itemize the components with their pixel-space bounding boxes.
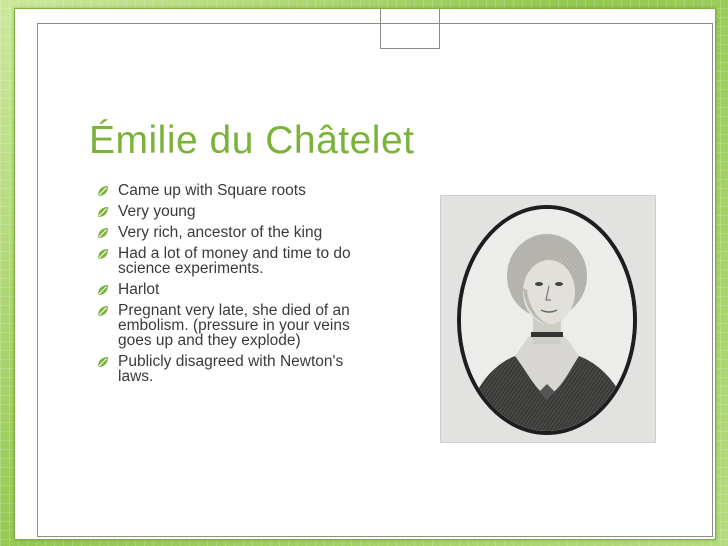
bullet-text: Very rich, ancestor of the king	[118, 224, 323, 241]
bullet-text: Harlot	[118, 281, 160, 298]
bullet-list	[96, 183, 356, 390]
bullet-text: Very young	[118, 203, 196, 220]
list-item	[96, 354, 356, 384]
slide-title: Émilie du Châtelet	[89, 119, 415, 162]
leaf-bullet-icon	[96, 205, 110, 219]
leaf-bullet-icon	[96, 247, 110, 261]
bullet-text: Had a lot of money and time to do science experiments.	[118, 245, 351, 277]
leaf-bullet-icon	[96, 355, 110, 369]
leaf-bullet-icon	[96, 304, 110, 318]
bullet-text: Pregnant very late, she died of an embolism. (pressure in your veins goes up and they explode)	[118, 302, 350, 349]
list-item	[96, 303, 356, 348]
leaf-bullet-icon	[96, 283, 110, 297]
leaf-bullet-icon	[96, 184, 110, 198]
list-item	[96, 183, 356, 198]
bullet-text: Publicly disagreed with Newton's laws.	[118, 353, 344, 385]
list-item	[96, 282, 356, 297]
portrait-engraving	[441, 196, 655, 442]
list-item	[96, 204, 356, 219]
bullet-text: Came up with Square roots	[118, 182, 306, 199]
list-item	[96, 246, 356, 276]
list-item	[96, 225, 356, 240]
portrait-image	[440, 195, 656, 443]
leaf-bullet-icon	[96, 226, 110, 240]
